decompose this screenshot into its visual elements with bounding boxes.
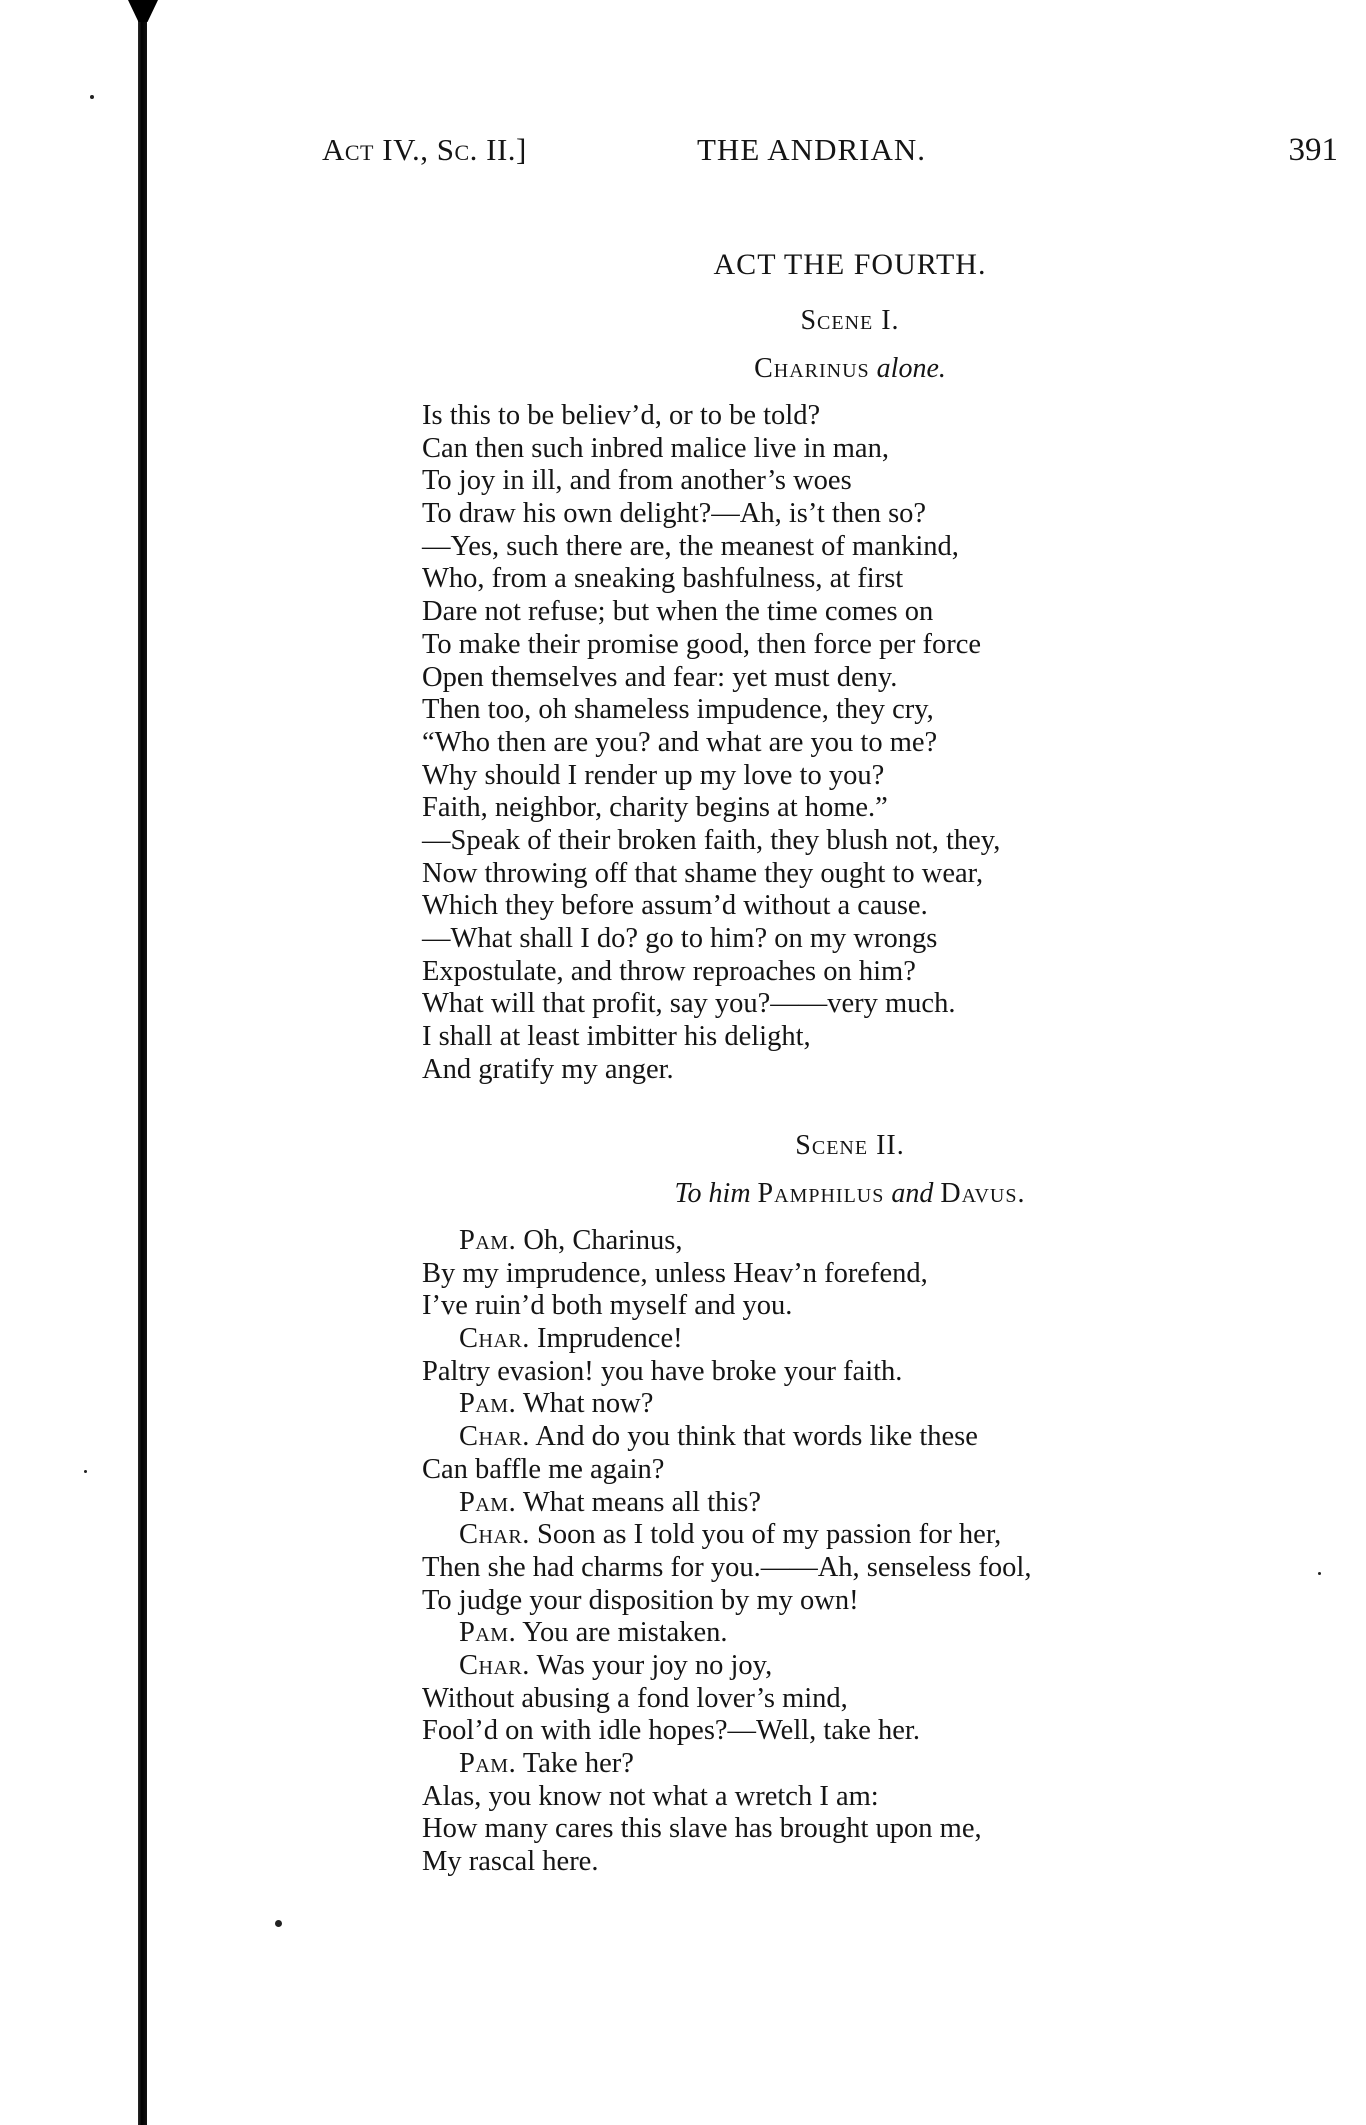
- line-text: My rascal here.: [422, 1846, 599, 1878]
- speech-line: [422, 1421, 1322, 1454]
- binding-shadow: [128, 0, 158, 22]
- verse-line: —Yes, such there are, the meanest of mankind,: [422, 530, 959, 562]
- character-name: Davus.: [940, 1178, 1026, 1209]
- verse-line: Can then such inbred malice live in man,: [422, 432, 889, 464]
- scan-speck: [84, 1470, 87, 1473]
- verse-line: —Speak of their broken faith, they blush not, they,: [422, 824, 1001, 856]
- line-text: I’ve ruin’d both myself and you.: [422, 1290, 793, 1322]
- verse-line: Why should I render up my love to you?: [422, 759, 885, 791]
- line-text: Paltry evasion! you have broke your faith.: [422, 1355, 903, 1387]
- verse-line: What will that profit, say you?——very much.: [422, 988, 956, 1020]
- speaker-name: Pam.: [459, 1486, 517, 1518]
- line-text: Soon as I told you of my passion for her,: [529, 1519, 1002, 1551]
- scene-1-heading: Scene I.: [800, 305, 900, 336]
- verse-line: Open themselves and fear: yet must deny.: [422, 661, 898, 693]
- line-text: Without abusing a fond lover’s mind,: [422, 1682, 848, 1714]
- verse-line: [422, 1781, 1322, 1814]
- verse-line: [422, 1715, 1322, 1748]
- line-text: Was your joy no joy,: [529, 1649, 773, 1681]
- line-text: Take her?: [516, 1748, 634, 1779]
- scene-1-verse: [422, 400, 1322, 1086]
- verse-line: To draw his own delight?—Ah, is’t then so?: [422, 498, 927, 530]
- line-text: Imprudence!: [529, 1323, 683, 1355]
- scene-1-persons: [322, 353, 1338, 385]
- verse-line: “Who then are you? and what are you to me?: [422, 726, 938, 758]
- page-number: 391: [1288, 132, 1338, 168]
- verse-line: Dare not refuse; but when the time comes on: [422, 596, 934, 628]
- line-text: Alas, you know not what a wretch I am:: [422, 1780, 879, 1812]
- verse-line: [422, 1258, 1322, 1291]
- act-title: ACT THE FOURTH.: [713, 248, 987, 281]
- speaker-name: Char.: [459, 1519, 530, 1551]
- speech-line: [422, 1519, 1322, 1552]
- stage-direction: alone.: [876, 353, 946, 384]
- stage-direction: To him: [674, 1178, 751, 1209]
- speech-line: [422, 1748, 1322, 1781]
- line-text: Then she had charms for you.——Ah, senseless fool,: [422, 1551, 1032, 1583]
- speaker-name: Char.: [459, 1421, 530, 1453]
- verse-line: [422, 1454, 1322, 1487]
- scene-2-heading: Scene II.: [795, 1130, 905, 1161]
- verse-line: [422, 1585, 1322, 1618]
- scan-speck: [275, 1920, 282, 1927]
- header-title: THE ANDRIAN.: [697, 132, 926, 167]
- verse-line: [422, 1290, 1322, 1323]
- line-text: You are mistaken.: [516, 1617, 728, 1649]
- line-text: Fool’d on with idle hopes?—Well, take her.: [422, 1715, 920, 1747]
- line-text: To judge your disposition by my own!: [422, 1584, 859, 1616]
- verse-line: To make their promise good, then force per force: [422, 628, 982, 660]
- verse-line: [422, 1552, 1322, 1585]
- speech-line: [422, 1487, 1322, 1520]
- verse-line: Is this to be believ’d, or to be told?: [422, 400, 821, 431]
- scene-2-dialogue: [422, 1225, 1322, 1879]
- verse-line: Then too, oh shameless impudence, they cry,: [422, 694, 934, 726]
- verse-line: Now throwing off that shame they ought to wear,: [422, 857, 984, 889]
- verse-line: I shall at least imbitter his delight,: [422, 1021, 811, 1053]
- verse-line: Faith, neighbor, charity begins at home.”: [422, 792, 888, 824]
- character-name: Pamphilus: [757, 1178, 885, 1209]
- speaker-name: Pam.: [459, 1617, 517, 1649]
- header-act-scene: Act IV., Sc. II.]: [322, 132, 527, 167]
- line-text: And do you think that words like these: [529, 1421, 978, 1453]
- verse-line: [422, 1813, 1322, 1846]
- line-text: Oh, Charinus,: [516, 1225, 683, 1256]
- stage-direction: and: [891, 1178, 934, 1209]
- line-text: How many cares this slave has brought upon me,: [422, 1813, 982, 1845]
- verse-line: [422, 1846, 1322, 1879]
- speaker-name: Pam.: [459, 1748, 517, 1779]
- speaker-name: Char.: [459, 1649, 530, 1681]
- verse-line: Which they before assum’d without a cause.: [422, 890, 928, 922]
- speech-line: [422, 1650, 1322, 1683]
- binding-gutter: [138, 0, 147, 2125]
- verse-line: Who, from a sneaking bashfulness, at first: [422, 563, 904, 595]
- verse-line: [422, 1683, 1322, 1716]
- speech-line: [422, 1617, 1322, 1650]
- line-text: What now?: [516, 1388, 654, 1420]
- speaker-name: Char.: [459, 1323, 530, 1355]
- speaker-name: Pam.: [459, 1388, 517, 1420]
- line-text: Can baffle me again?: [422, 1453, 665, 1485]
- line-text: By my imprudence, unless Heav’n forefend,: [422, 1257, 928, 1289]
- running-header: [322, 132, 1338, 172]
- verse-line: Expostulate, and throw reproaches on him?: [422, 955, 916, 987]
- speech-line: [422, 1388, 1322, 1421]
- verse-line: —What shall I do? go to him? on my wrongs: [422, 923, 938, 954]
- verse-line: And gratify my anger.: [422, 1053, 674, 1085]
- verse-line: To joy in ill, and from another’s woes: [422, 465, 852, 497]
- scan-speck: [90, 95, 94, 99]
- speech-line: [422, 1323, 1322, 1356]
- speaker-name: Pam.: [459, 1225, 517, 1256]
- character-name: Charinus: [754, 353, 870, 384]
- speech-line: [422, 1225, 1322, 1258]
- verse-line: [422, 1356, 1322, 1389]
- scene-2-persons: [322, 1178, 1338, 1210]
- line-text: What means all this?: [516, 1486, 762, 1518]
